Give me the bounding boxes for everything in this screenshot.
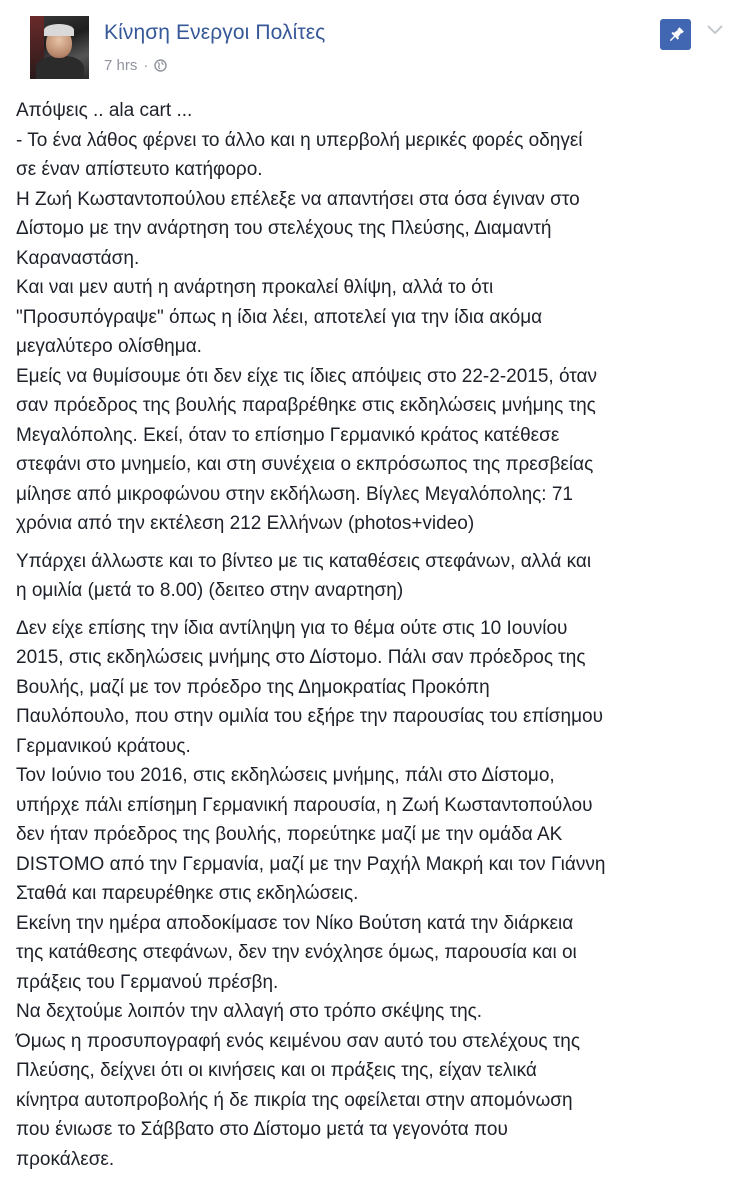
pin-button[interactable]: [660, 19, 691, 50]
text-line: Βουλής, μαζί με τον πρόεδρο της Δημοκρατίας Προκόπη: [16, 676, 490, 698]
text-line: κίνητρα αυτοπροβολής ή δε πικρία της οφείλεται στην απομόνωση: [16, 1089, 573, 1111]
text-line: Εκείνη την ημέρα αποδοκίμασε τον Νίκο Βούτση κατά την διάρκεια: [16, 912, 574, 934]
text-line: σαν πρόεδρος της βουλής παραβρέθηκε στις εκδηλώσεις μνήμης της: [16, 395, 596, 416]
text-line: Η Ζωή Κωσταντοπούλου επέλεξε να απαντήσει στα όσα έγιναν στο: [16, 188, 580, 210]
text-line: Εμείς να θυμίσουμε ότι δεν είχε τις ίδιες απόψεις στο 22-2-2015, όταν: [16, 365, 597, 387]
text-line: Πλεύσης, δείχνει ότι οι κινήσεις και οι πράξεις της, είχαν τελικά: [16, 1060, 537, 1081]
text-line: DISTOMO από την Γερμανία, μαζί με την Ραχήλ Μακρή και τον Γιάννη: [16, 853, 606, 875]
text-line: Και ναι μεν αυτή η ανάρτηση προκαλεί θλίψη, αλλά το ότι: [16, 277, 494, 298]
text-line: της κατάθεσης στεφάνων, δεν την ενόχλησε όμως, παρουσία και οι: [16, 942, 577, 963]
text-line: "Προσυπόγραψε" όπως η ίδια λέει, αποτελεί για την ίδια ακόμα: [16, 306, 543, 328]
avatar-figure-hair: [44, 24, 74, 36]
text-line: Να δεχτούμε λοιπόν την αλλαγή στο τρόπο σκέψης της.: [16, 1001, 483, 1022]
page-name-link[interactable]: Κίνηση Ενεργοι Πολίτες: [104, 21, 326, 44]
meta-separator: ·: [143, 57, 149, 74]
text-line: υπήρχε πάλι επίσημη Γερμανική παρουσία, η Ζωή Κωσταντοπούλου: [16, 794, 593, 816]
post-body: [16, 96, 716, 1182]
post-title-line: Απόψεις .. ala cart ...: [16, 100, 193, 121]
post-timestamp[interactable]: 7 hrs: [104, 57, 138, 74]
text-line: Δίστομο με την ανάρτηση του στελέχους της Πλεύσης, Διαμαντή: [16, 218, 552, 239]
text-line: μεγαλύτερο ολίσθημα.: [16, 336, 202, 357]
text-line: Υπάρχει άλλωστε και το βίντεο με τις καταθέσεις στεφάνων, αλλά και: [16, 550, 592, 572]
avatar-figure-body: [36, 56, 84, 79]
text-line: μίλησε από μικροφώνου στην εκδήλωση. Βίγλες Μεγαλόπολης: 71: [16, 483, 573, 505]
text-line: πράξεις του Γερμανού πρέσβη.: [16, 971, 279, 993]
text-line: 2015, στις εκδηλώσεις μνήμης στο Δίστομο. Πάλι σαν πρόεδρος της: [16, 647, 586, 668]
text-line: Σταθά και παρευρέθηκε στις εκδηλώσεις.: [16, 883, 359, 904]
text-line: Όμως η προσυπογραφή ενός κειμένου σαν αυτό του στελέχους της: [16, 1030, 581, 1052]
globe-icon[interactable]: [154, 59, 167, 72]
text-line: σε έναν απίστευτο κατήφορο.: [16, 159, 263, 180]
chevron-down-icon[interactable]: [705, 22, 725, 38]
text-line: Καραναστάση.: [16, 247, 140, 269]
post-meta: [104, 57, 167, 74]
text-line: χρόνια από την εκτέλεση 212 Ελλήνων (photos+video): [16, 513, 475, 534]
page-avatar[interactable]: [30, 16, 89, 79]
paragraph-1: [16, 126, 716, 539]
post-header: [16, 0, 723, 94]
text-line: Τον Ιούνιο του 2016, στις εκδηλώσεις μνήμης, πάλι στο Δίστομο,: [16, 765, 555, 786]
text-line: Γερμανικού κράτους.: [16, 735, 191, 757]
text-line: Παυλόπουλο, που στην ομιλία του εξήρε την παρουσίας του επίσημου: [16, 706, 603, 727]
text-line: Δεν είχε επίσης την ίδια αντίληψη για το θέμα ούτε στις 10 Ιουνίου: [16, 617, 568, 639]
paragraph-3: [16, 614, 716, 1175]
text-line: που ένιωσε το Σάββατο στο Δίστομο μετά τα γεγονότα που: [16, 1119, 508, 1140]
paragraph-2: [16, 547, 716, 606]
text-line: προκάλεσε.: [16, 1148, 115, 1170]
text-line: η ομιλία (μετά το 8.00) (δειτεο στην αναρτηση): [16, 580, 404, 601]
text-line: - Το ένα λάθος φέρνει το άλλο και η υπερβολή μερικές φορές οδηγεί: [16, 129, 583, 151]
text-line: δεν ήταν πρόεδρος της βουλής, πορεύτηκε μαζί με την ομάδα ΑΚ: [16, 824, 563, 845]
text-line: στεφάνι στο μνημείο, και στη συνέχεια ο εκπρόσωπος της πρεσβείας: [16, 454, 594, 475]
pin-icon: [666, 25, 686, 45]
text-line: Μεγαλόπολης. Εκεί, όταν το επίσημο Γερμανικό κράτος κατέθεσε: [16, 424, 560, 446]
